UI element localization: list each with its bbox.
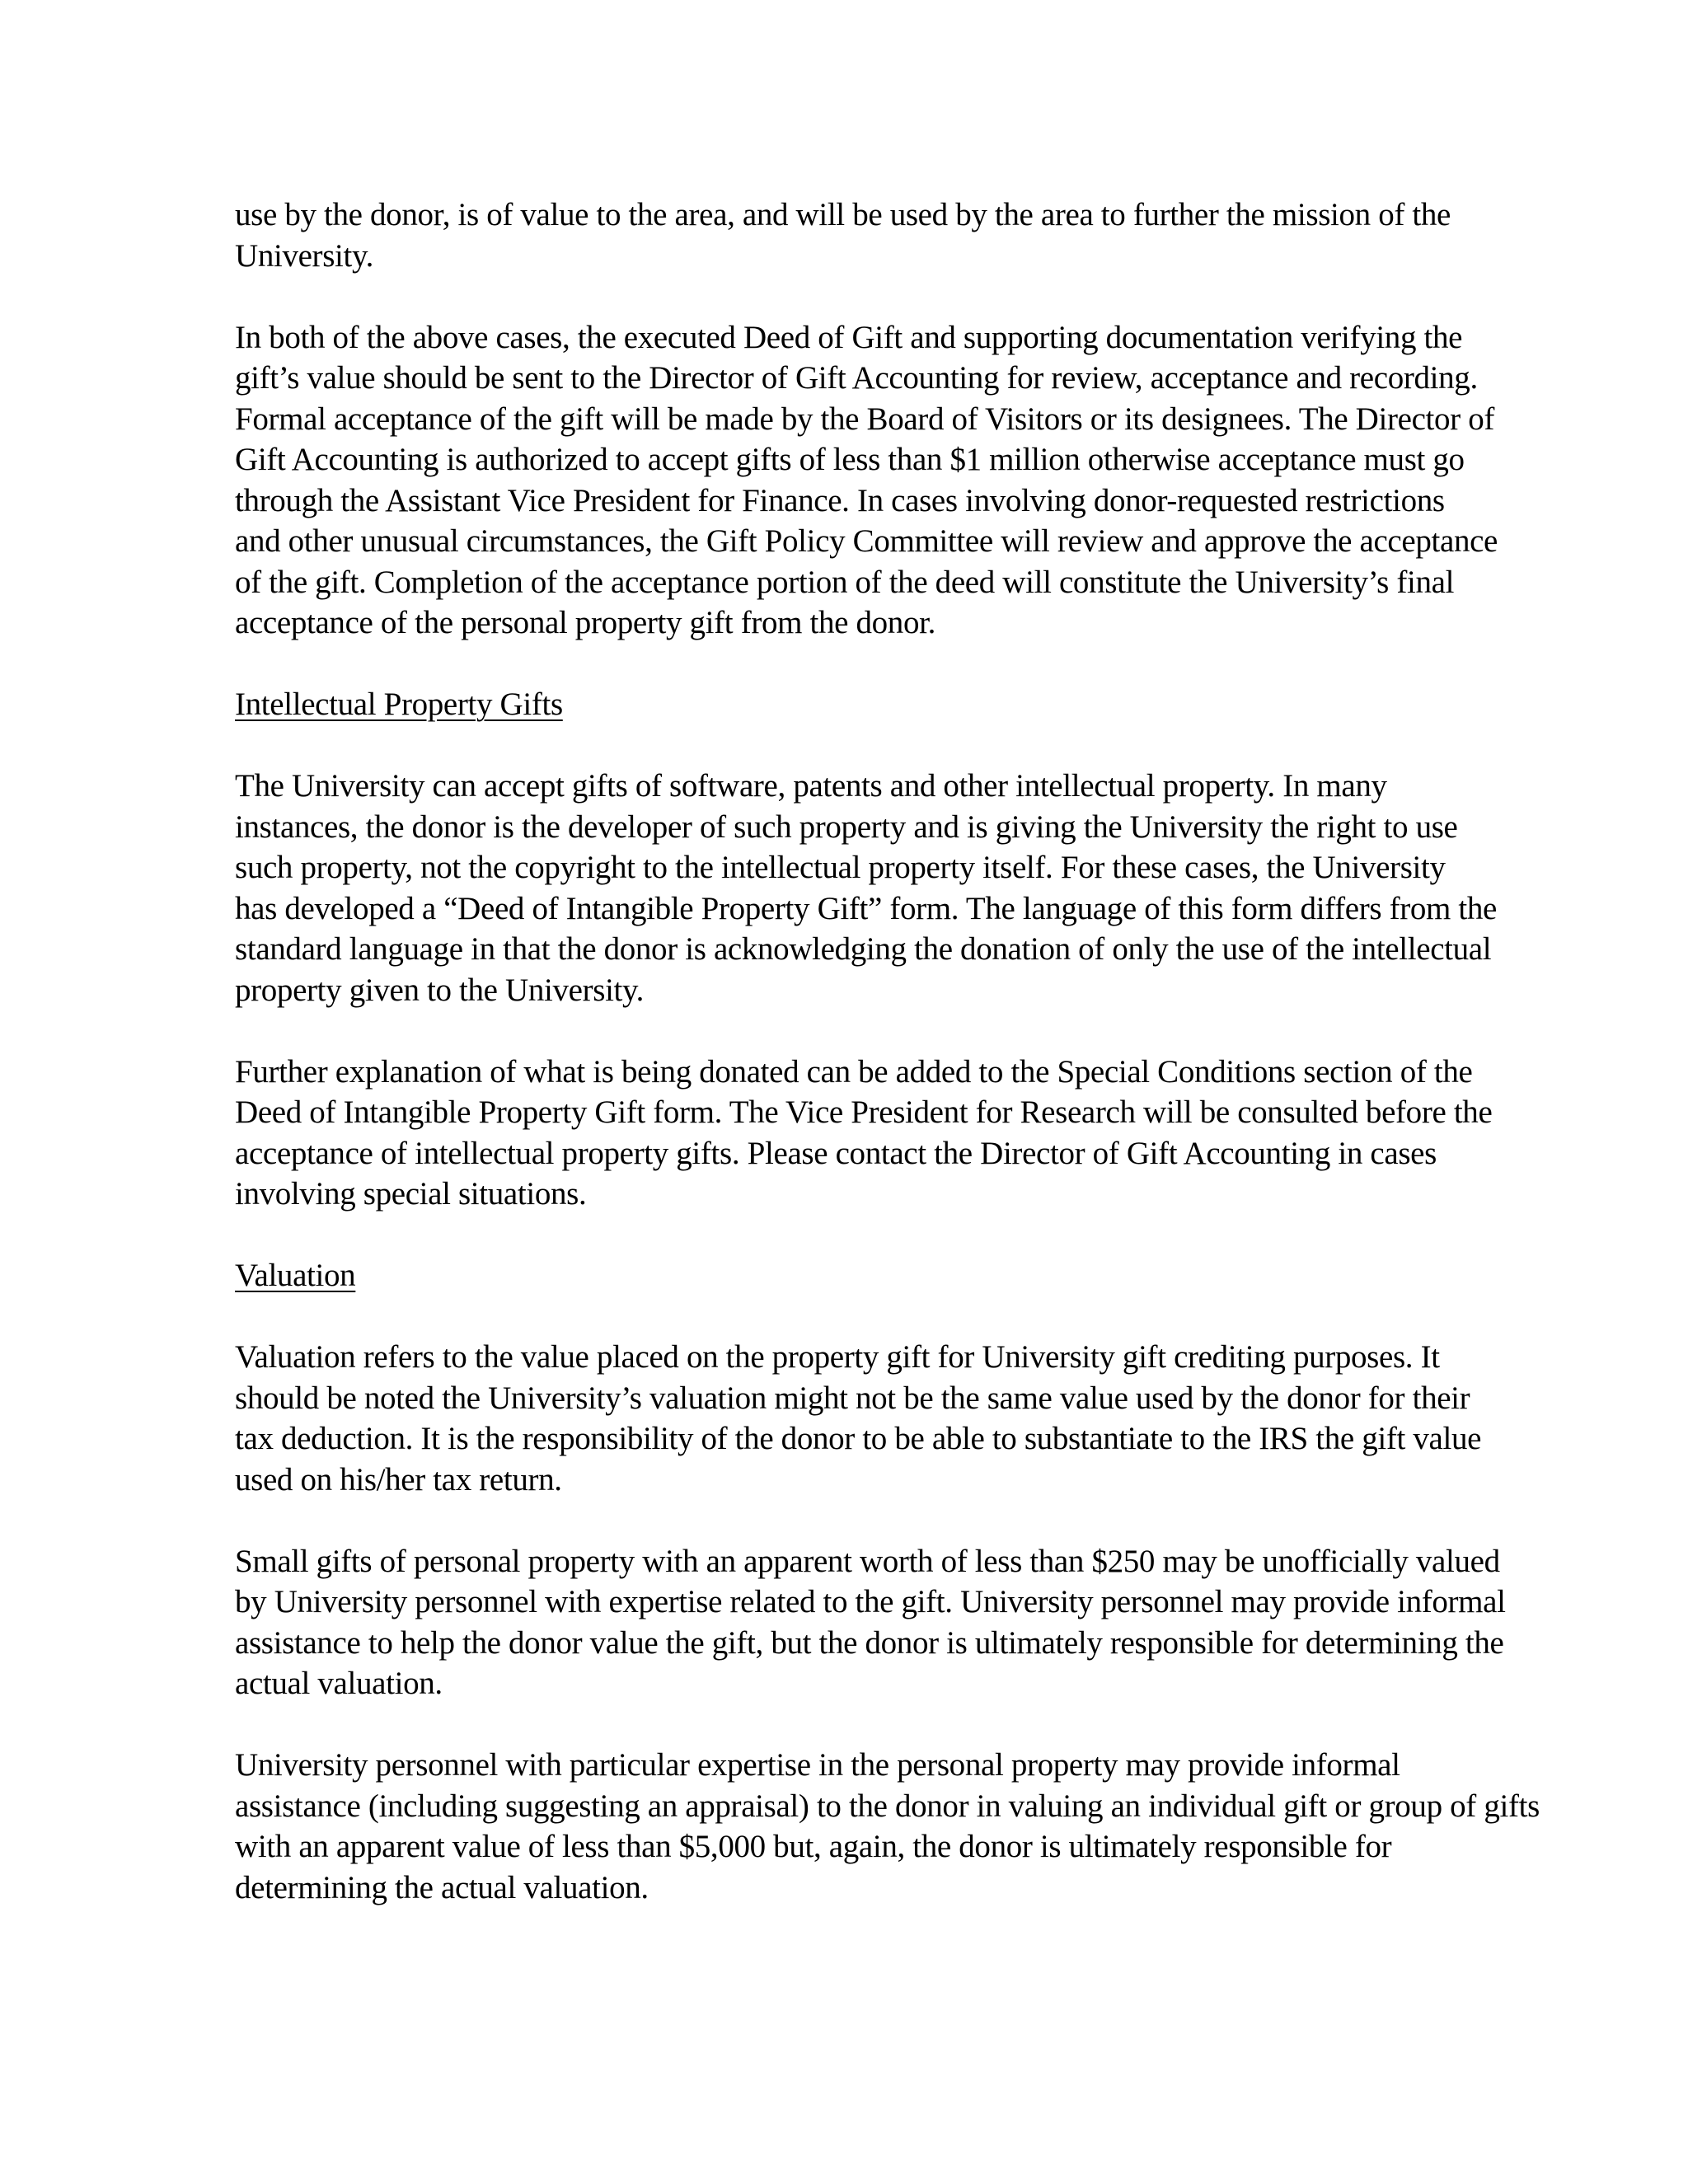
text-line: The University can accept gifts of software, patents and other intellectual property. In many (235, 768, 1387, 804)
text-line: determining the actual valuation. (235, 1869, 649, 1905)
text-line: Gift Accounting is authorized to accept gifts of less than $1 million otherwise acceptance must go (235, 442, 1465, 477)
paragraph-further-explanation (235, 1052, 1493, 1215)
text-line: property given to the University. (235, 972, 645, 1008)
document-page (235, 194, 1540, 1949)
text-line: Further explanation of what is being donated can be added to the Special Conditions section of the (235, 1053, 1473, 1090)
text-line: Deed of Intangible Property Gift form. The Vice President for Research will be consulted before the (235, 1094, 1493, 1130)
text-line: involving special situations. (235, 1176, 587, 1212)
section-heading-valuation: Valuation (235, 1258, 356, 1293)
text-line: standard language in that the donor is acknowledging the donation of only the use of the intellectual (235, 931, 1492, 967)
section-heading-intellectual-property: Intellectual Property Gifts (235, 687, 563, 722)
text-line: instances, the donor is the developer of such property and is giving the University the right to use (235, 808, 1458, 845)
text-line: should be noted the University’s valuation might not be the same value used by the donor for their (235, 1380, 1470, 1416)
paragraph-valuation-definition (235, 1337, 1488, 1500)
text-line: In both of the above cases, the executed Deed of Gift and supporting documentation verifying the (235, 319, 1463, 355)
text-line: and other unusual circumstances, the Gift Policy Committee will review and approve the acceptance (235, 523, 1498, 559)
text-line: such property, not the copyright to the intellectual property itself. For these cases, the University (235, 850, 1446, 885)
paragraph-intellectual-property (235, 766, 1497, 1010)
text-line: through the Assistant Vice President for Finance. In cases involving donor-requested restrictions (235, 482, 1445, 518)
paragraph-small-gifts (235, 1541, 1506, 1704)
text-line: University personnel with particular expertise in the personal property may provide informal (235, 1747, 1400, 1783)
text-line: assistance (including suggesting an appraisal) to the donor in valuing an individual gift or group of gifts (235, 1788, 1540, 1824)
text-line: with an apparent value of less than $5,000 but, again, the donor is ultimately responsible for (235, 1829, 1392, 1864)
text-line: assistance to help the donor value the gift, but the donor is ultimately responsible for determining the (235, 1624, 1504, 1661)
text-line: of the gift. Completion of the acceptance portion of the deed will constitute the University’s final (235, 564, 1455, 600)
text-line: use by the donor, is of value to the area, and will be used by the area to further the mission of the (235, 197, 1451, 232)
text-line: has developed a “Deed of Intangible Property Gift” form. The language of this form differs from the (235, 890, 1497, 926)
text-line: by University personnel with expertise related to the gift. University personnel may provide informal (235, 1584, 1506, 1619)
text-line: used on his/her tax return. (235, 1461, 562, 1497)
text-line: gift’s value should be sent to the Director of Gift Accounting for review, acceptance and recording. (235, 360, 1478, 396)
text-line: Valuation refers to the value placed on the property gift for University gift crediting purposes. It (235, 1339, 1440, 1375)
text-line: actual valuation. (235, 1666, 443, 1701)
paragraph-deed-acceptance (235, 317, 1498, 644)
paragraph-mission-continuation (235, 194, 1488, 276)
text-line: Formal acceptance of the gift will be made by the Board of Visitors or its designees. The Director of (235, 401, 1495, 437)
text-line: Small gifts of personal property with an apparent worth of less than $250 may be unofficially valued (235, 1543, 1500, 1579)
text-line: acceptance of the personal property gift from the donor. (235, 605, 935, 640)
text-line: acceptance of intellectual property gifts. Please contact the Director of Gift Accounting in cases (235, 1135, 1437, 1171)
text-line: tax deduction. It is the responsibility of the donor to be able to substantiate to the IRS the gift value (235, 1421, 1482, 1456)
text-line: University. (235, 237, 374, 274)
paragraph-personnel-expertise (235, 1745, 1540, 1908)
